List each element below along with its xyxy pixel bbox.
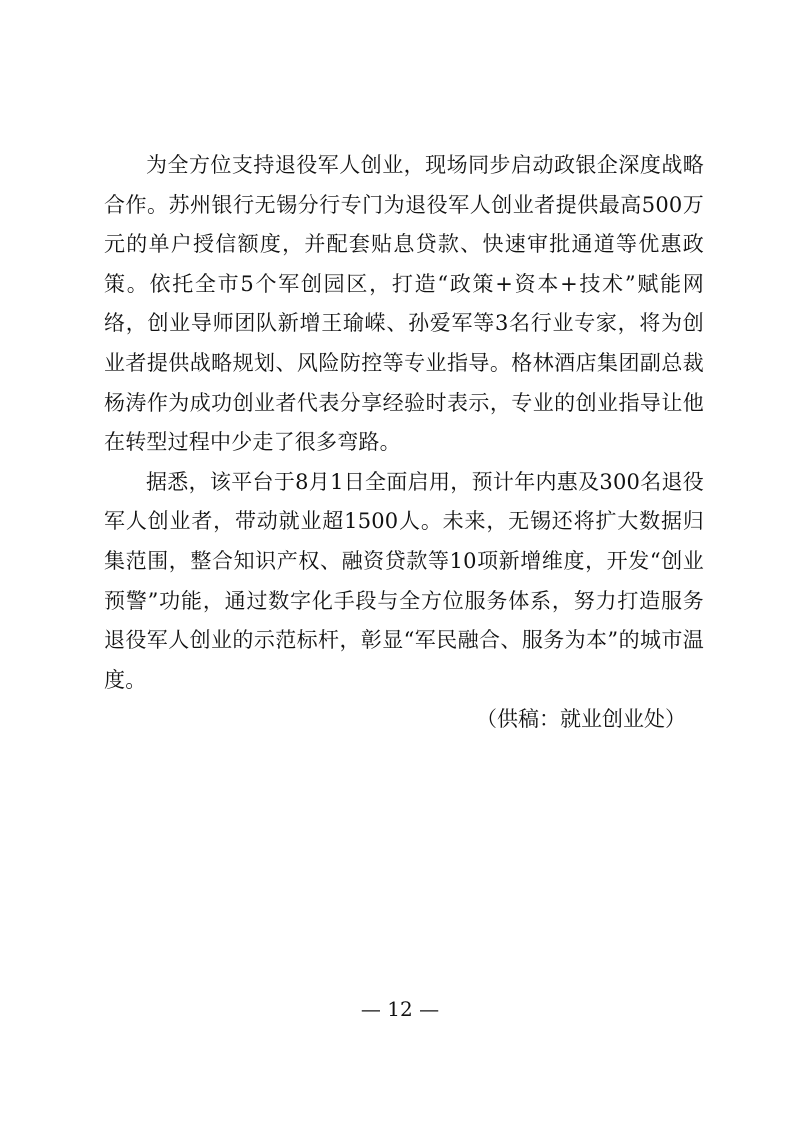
- paragraph-1: 为全方位支持退役军人创业，现场同步启动政银企深度战略合作。苏州银行无锡分行专门为退役军人创业者提供最高500万元的单户授信额度，并配套贴息贷款、快速审批通道等优惠政策。依托全市5个军创园区，打造“政策+资本+技术”赋能网络，创业导师团队新增王瑜嵘、孙爱军等3名行业专家，将为创业者提供战略规划、风险防控等专业指导。格林酒店集团副总裁杨涛作为成功创业者代表分享经验时表示，专业的创业指导让他在转型过程中少走了很多弯路。: [104, 153, 704, 455]
- byline: （供稿：就业创业处）: [476, 707, 686, 732]
- paragraph-2: 据悉，该平台于8月1日全面启用，预计年内惠及300名退役军人创业者，带动就业超1500人。未来，无锡还将扩大数据归集范围，整合知识产权、融资贷款等10项新增维度，开发“创业预警”功能，通过数字化手段与全方位服务体系，努力打造服务退役军人创业的示范标杆，彰显“军民融合、服务为本”的城市温度。: [104, 469, 704, 692]
- article-body: [104, 146, 704, 740]
- page-number: — 12 —: [360, 997, 440, 1021]
